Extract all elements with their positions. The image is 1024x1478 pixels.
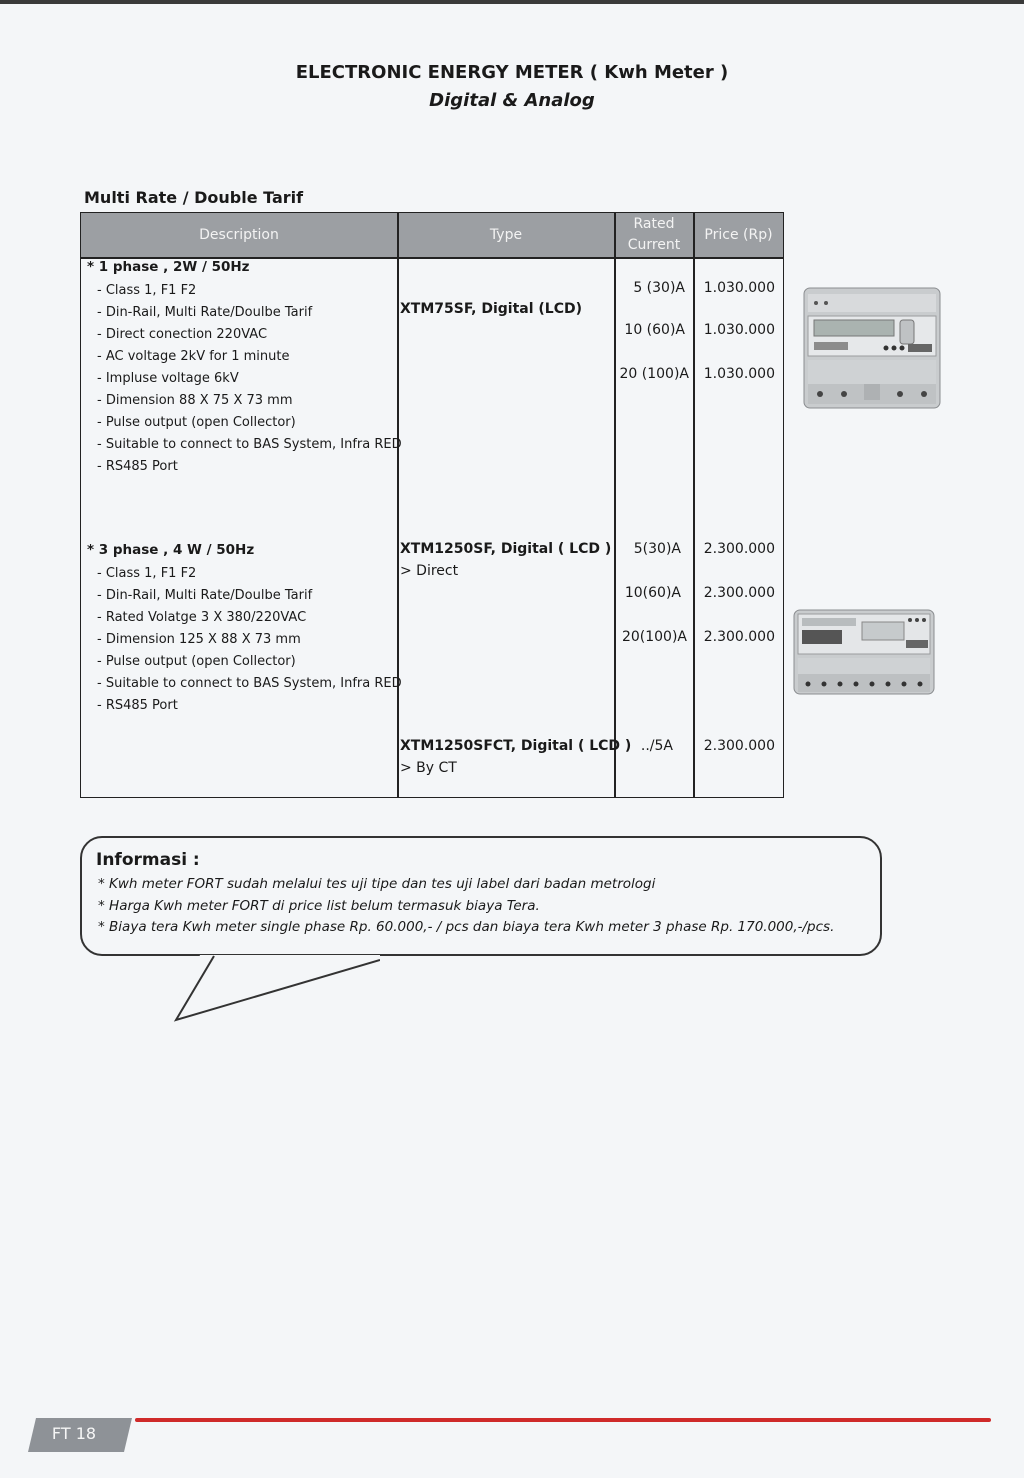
price-value: 2.300.000 xyxy=(703,629,775,645)
spec-item: - Suitable to connect to BAS System, Infra RED xyxy=(97,676,402,691)
spec-item: - Suitable to connect to BAS System, Infra RED xyxy=(97,437,402,452)
rated-current: 20(100)A xyxy=(621,629,687,645)
spec-item: - Rated Volatge 3 X 380/220VAC xyxy=(97,610,307,625)
price-table xyxy=(80,212,784,798)
three-phase-meter-image xyxy=(790,604,940,700)
column-header-price: Price (Rp) xyxy=(694,213,783,257)
price-value: 1.030.000 xyxy=(703,280,775,296)
spec-item: - Pulse output (open Collector) xyxy=(97,415,296,430)
top-border-line xyxy=(0,0,1024,4)
info-title: Informasi : xyxy=(96,850,200,870)
spec-item: - Impluse voltage 6kV xyxy=(97,371,239,386)
spec-item: - Pulse output (open Collector) xyxy=(97,654,296,669)
spec-item: - RS485 Port xyxy=(97,459,178,474)
group-1-heading: * 1 phase , 2W / 50Hz xyxy=(87,259,250,275)
page-number: FT 18 xyxy=(51,1424,97,1443)
type-xtm75sf: XTM75SF, Digital (LCD) xyxy=(400,301,583,317)
price-value: 1.030.000 xyxy=(703,366,775,382)
spec-item: - Dimension 125 X 88 X 73 mm xyxy=(97,632,301,647)
info-line: * Harga Kwh meter FORT di price list belum termasuk biaya Tera. xyxy=(98,898,540,914)
rated-current: 10 (60)A xyxy=(624,322,685,338)
page-title: ELECTRONIC ENERGY METER ( Kwh Meter ) xyxy=(295,62,729,83)
spec-item: - Direct conection 220VAC xyxy=(97,327,268,342)
rated-current: ../5A xyxy=(640,738,673,754)
group-2-heading: * 3 phase , 4 W / 50Hz xyxy=(87,542,255,558)
column-divider xyxy=(614,213,616,797)
spec-item: - Class 1, F1 F2 xyxy=(97,283,197,298)
type-note-by-ct: > By CT xyxy=(400,760,457,776)
single-phase-meter-image xyxy=(800,284,944,412)
page-subtitle: Digital & Analog xyxy=(429,90,595,111)
info-callout xyxy=(80,836,882,956)
footer-rule xyxy=(135,1418,991,1422)
price-value: 2.300.000 xyxy=(703,738,775,754)
spec-item: - Dimension 88 X 75 X 73 mm xyxy=(97,393,293,408)
type-xtm1250sf: XTM1250SF, Digital ( LCD ) xyxy=(400,541,612,557)
info-line: * Biaya tera Kwh meter single phase Rp. 60.000,- / pcs dan biaya tera Kwh meter 3 phase Rp. 170.000,-/pcs. xyxy=(98,919,835,935)
rated-current: 5(30)A xyxy=(633,541,681,557)
column-header-rated-line2: Current xyxy=(627,237,681,253)
type-xtm1250sfct: XTM1250SFCT, Digital ( LCD ) xyxy=(400,738,632,754)
price-value: 2.300.000 xyxy=(703,541,775,557)
rated-current: 10(60)A xyxy=(624,585,681,601)
column-divider xyxy=(693,213,695,797)
spec-item: - Din-Rail, Multi Rate/Doulbe Tarif xyxy=(97,588,313,603)
group-2-description xyxy=(87,540,402,717)
column-header-description: Description xyxy=(81,213,397,257)
group-1-description xyxy=(87,257,402,478)
type-note-direct: > Direct xyxy=(400,563,459,579)
rated-current: 20 (100)A xyxy=(619,366,689,382)
price-value: 1.030.000 xyxy=(703,322,775,338)
section-title: Multi Rate / Double Tarif xyxy=(84,188,304,207)
price-value: 2.300.000 xyxy=(703,585,775,601)
callout-tail xyxy=(160,940,380,1024)
rated-current: 5 (30)A xyxy=(633,280,685,296)
column-header-type: Type xyxy=(398,213,614,257)
spec-item: - AC voltage 2kV for 1 minute xyxy=(97,349,290,364)
column-header-rated-line1: Rated xyxy=(633,216,675,232)
spec-item: - Din-Rail, Multi Rate/Doulbe Tarif xyxy=(97,305,313,320)
column-header-rated-current xyxy=(615,213,693,257)
spec-item: - Class 1, F1 F2 xyxy=(97,566,197,581)
info-line: * Kwh meter FORT sudah melalui tes uji tipe dan tes uji label dari badan metrologi xyxy=(98,876,656,892)
spec-item: - RS485 Port xyxy=(97,698,178,713)
